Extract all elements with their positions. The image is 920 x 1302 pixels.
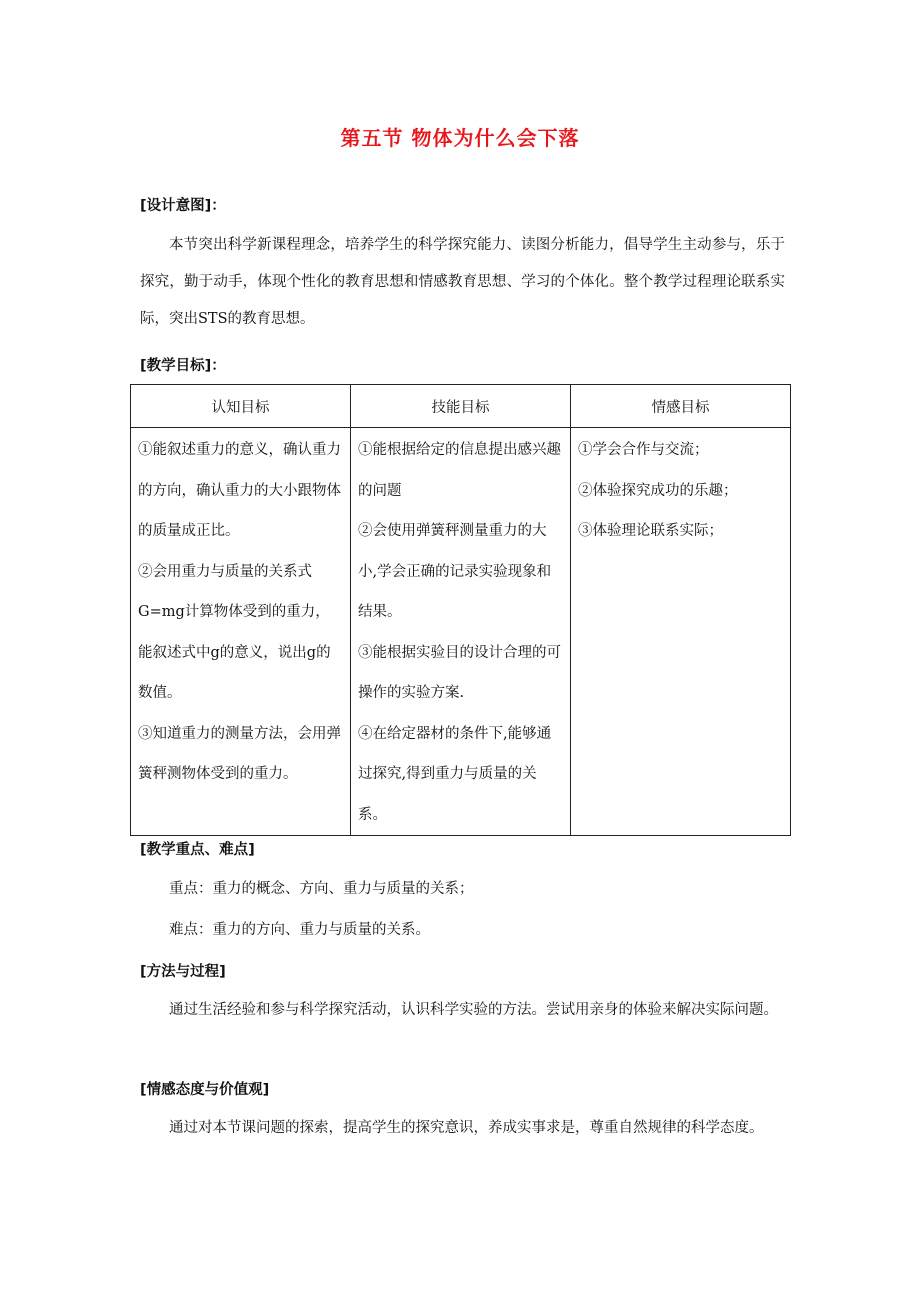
skill-goal-item: ②会使用弹簧秤测量重力的大小,学会正确的记录实验现象和结果。 <box>358 523 552 620</box>
methods-body: 通过生活经验和参与科学探究活动，认识科学实验的方法。尝试用亲身的体验来解决实际问题。 <box>169 1002 778 1018</box>
cognitive-goals-cell <box>131 428 351 836</box>
column-header-cognitive: 认知目标 <box>131 385 351 428</box>
cognitive-goal-item: ②会用重力与质量的关系式G=mg计算物体受到的重力，能叙述式中g的意义，说出g的数值。 <box>138 563 331 701</box>
methods-heading: [方法与过程] <box>140 964 226 980</box>
affective-goals-cell <box>571 428 791 836</box>
cognitive-goal-item: ③知道重力的测量方法，会用弹簧秤测物体受到的重力。 <box>138 725 341 782</box>
difficult-point-text: 难点：重力的方向、重力与质量的关系。 <box>169 922 430 938</box>
table-row <box>131 428 791 836</box>
skill-goal-item: ①能根据给定的信息提出感兴趣的问题 <box>358 442 561 499</box>
teaching-goals-table <box>130 384 791 836</box>
key-point-text: 重点：重力的概念、方向、重力与质量的关系； <box>169 881 474 897</box>
teaching-goals-heading: [教学目标]： <box>140 358 226 374</box>
skill-goal-item: ④在给定器材的条件下,能够通过探究,得到重力与质量的关系。 <box>358 725 552 823</box>
attitude-body: 通过对本节课问题的探索，提高学生的探究意识，养成实事求是，尊重自然规律的科学态度。 <box>169 1120 764 1136</box>
design-intent-body: 本节突出科学新课程理念，培养学生的科学探究能力、读图分析能力，倡导学生主动参与，乐于探究，勤于动手，体现个性化的教育思想和情感教育思想、学习的个体化。整个教学过程理论联系实际，突出STS的教育思想。 <box>140 237 785 327</box>
column-header-affective: 情感目标 <box>571 385 791 428</box>
page-title: 第五节 物体为什么会下落 <box>340 126 580 150</box>
skill-goals-cell <box>351 428 571 836</box>
attitude-heading: [情感态度与价值观] <box>140 1082 270 1098</box>
table-header-row <box>131 385 791 428</box>
affective-goal-item: ①学会合作与交流； <box>578 442 709 458</box>
skill-goal-item: ③能根据实验目的设计合理的可操作的实验方案. <box>358 644 561 701</box>
design-intent-heading: [设计意图]： <box>140 198 226 214</box>
affective-goal-item: ③体验理论联系实际； <box>578 523 723 539</box>
cognitive-goal-item: ①能叙述重力的意义，确认重力的方向，确认重力的大小跟物体的质量成正比。 <box>138 442 341 539</box>
key-points-heading: [教学重点、难点] <box>140 842 255 858</box>
affective-goal-item: ②体验探究成功的乐趣； <box>578 482 738 499</box>
column-header-skills: 技能目标 <box>351 385 571 428</box>
